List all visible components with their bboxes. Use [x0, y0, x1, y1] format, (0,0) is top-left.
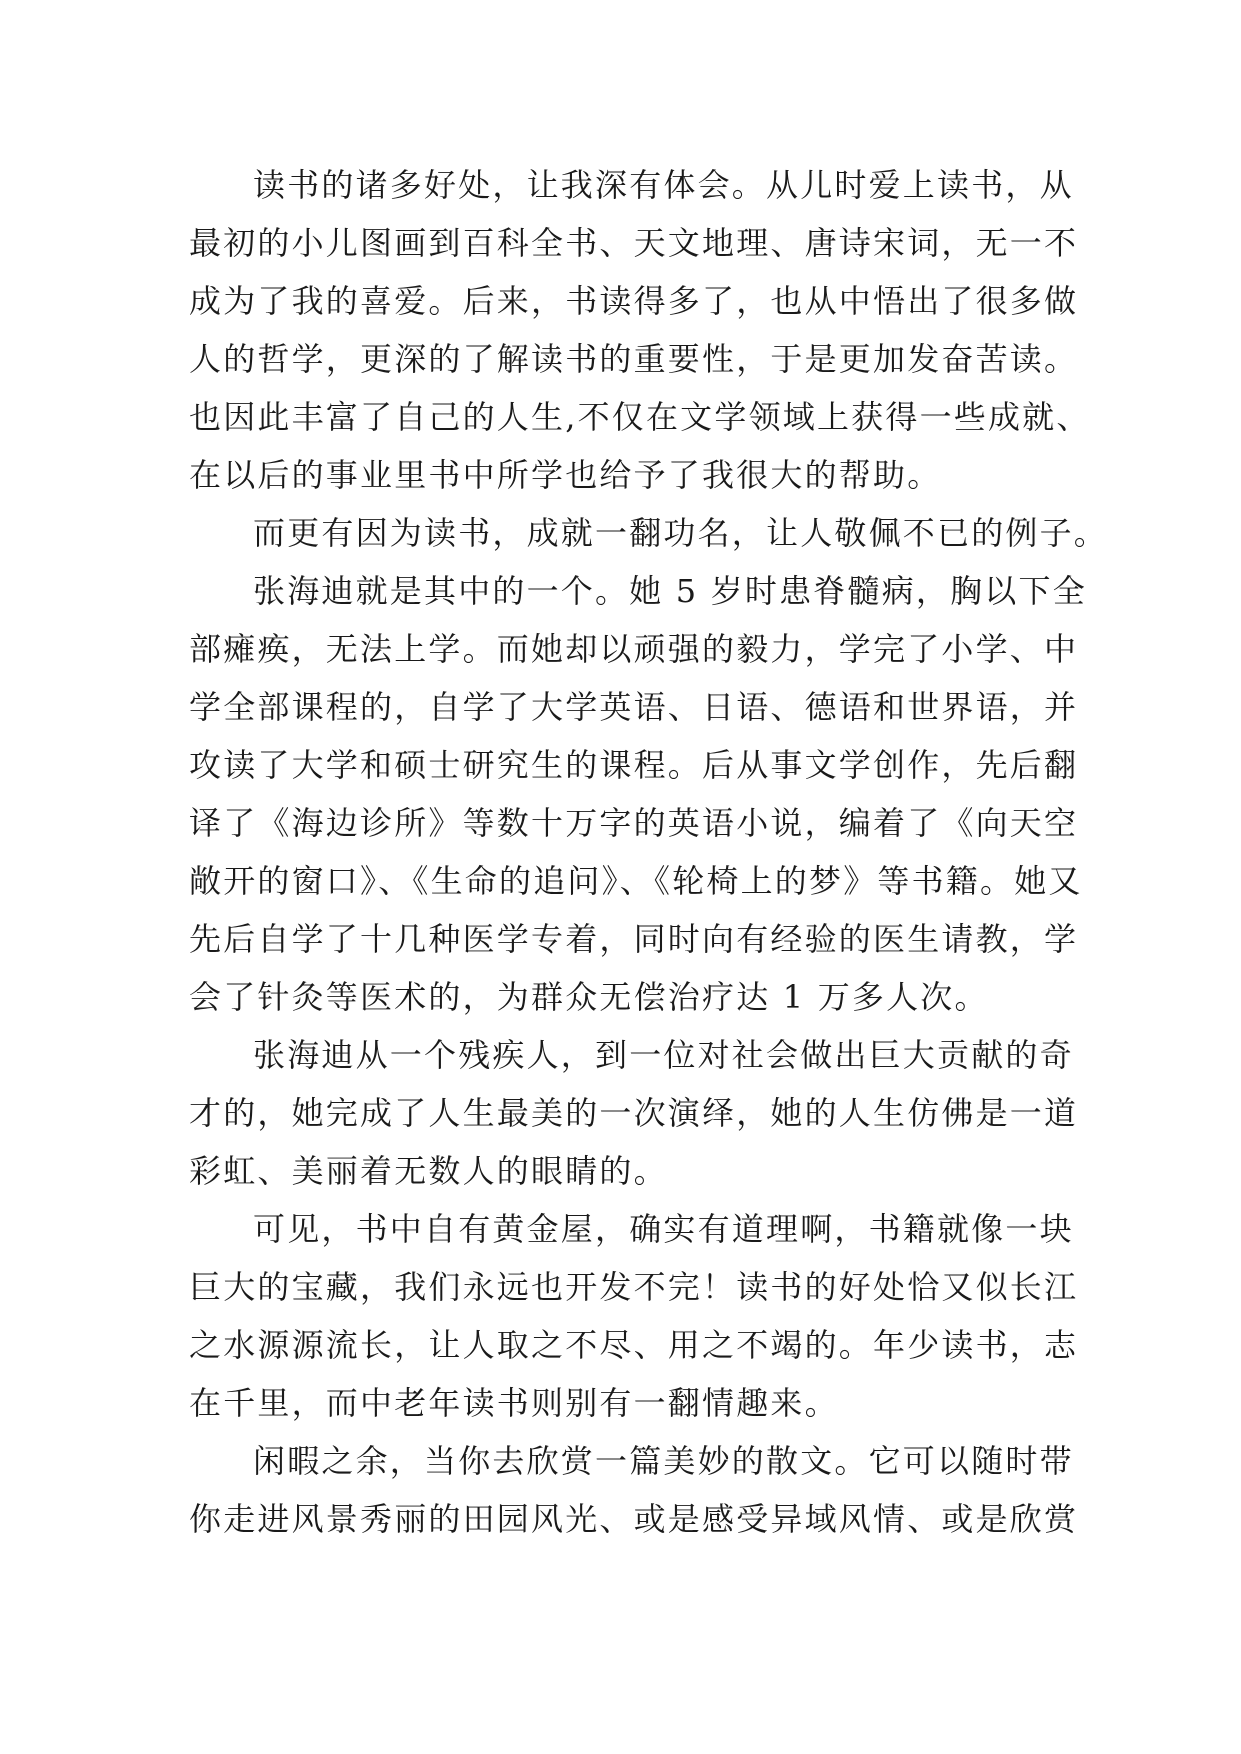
text-line: 可见，书中自有黄金屋，确实有道理啊，书籍就像一块	[253, 1210, 1074, 1248]
text-line: 成为了我的喜爱。后来，书读得多了，也从中悟出了很多做	[189, 282, 1079, 320]
text-line: 在千里，而中老年读书则别有一翻情趣来。	[189, 1384, 839, 1422]
text-line: 敞开的窗口》、《生命的追问》、《轮椅上的梦》等书籍。她又	[189, 862, 1083, 900]
text-line: 读书的诸多好处，让我深有体会。从儿时爱上读书，从	[253, 166, 1074, 204]
text-line: 学全部课程的，自学了大学英语、日语、德语和世界语，并	[189, 688, 1079, 726]
document-body	[189, 156, 1109, 1548]
text-line: 闲暇之余，当你去欣赏一篇美妙的散文。它可以随时带	[253, 1442, 1074, 1480]
text-line: 才的，她完成了人生最美的一次演绎，她的人生仿佛是一道	[189, 1094, 1079, 1132]
text-line: 张海迪从一个残疾人，到一位对社会做出巨大贡献的奇	[253, 1036, 1074, 1074]
text-line: 而更有因为读书，成就一翻功名，让人敬佩不已的例子。	[253, 514, 1109, 552]
text-line: 也因此丰富了自己的人生,不仅在文学领域上获得一些成就、	[189, 398, 1091, 436]
text-line: 你走进风景秀丽的田园风光、或是感受异域风情、或是欣赏	[189, 1500, 1079, 1538]
text-line: 先后自学了十几种医学专着，同时向有经验的医生请教，学	[189, 920, 1079, 958]
text-line: 会了针灸等医术的，为群众无偿治疗达 1 万多人次。	[189, 978, 989, 1016]
text-line: 张海迪就是其中的一个。她 5 岁时患脊髓病，胸以下全	[253, 572, 1087, 610]
text-line: 在以后的事业里书中所学也给予了我很大的帮助。	[189, 456, 942, 494]
text-line: 攻读了大学和硕士研究生的课程。后从事文学创作，先后翻	[189, 746, 1079, 784]
text-line: 彩虹、美丽着无数人的眼睛的。	[189, 1152, 668, 1190]
text-line: 译了《海边诊所》等数十万字的英语小说，编着了《向天空	[189, 804, 1079, 842]
text-line: 部瘫痪，无法上学。而她却以顽强的毅力，学完了小学、中	[189, 630, 1079, 668]
text-line: 最初的小儿图画到百科全书、天文地理、唐诗宋词，无一不	[189, 224, 1079, 262]
text-line: 人的哲学，更深的了解读书的重要性，于是更加发奋苦读。	[189, 340, 1079, 378]
text-line: 巨大的宝藏，我们永远也开发不完！读书的好处恰又似长江	[189, 1268, 1079, 1306]
text-line: 之水源源流长，让人取之不尽、用之不竭的。年少读书，志	[189, 1326, 1079, 1364]
